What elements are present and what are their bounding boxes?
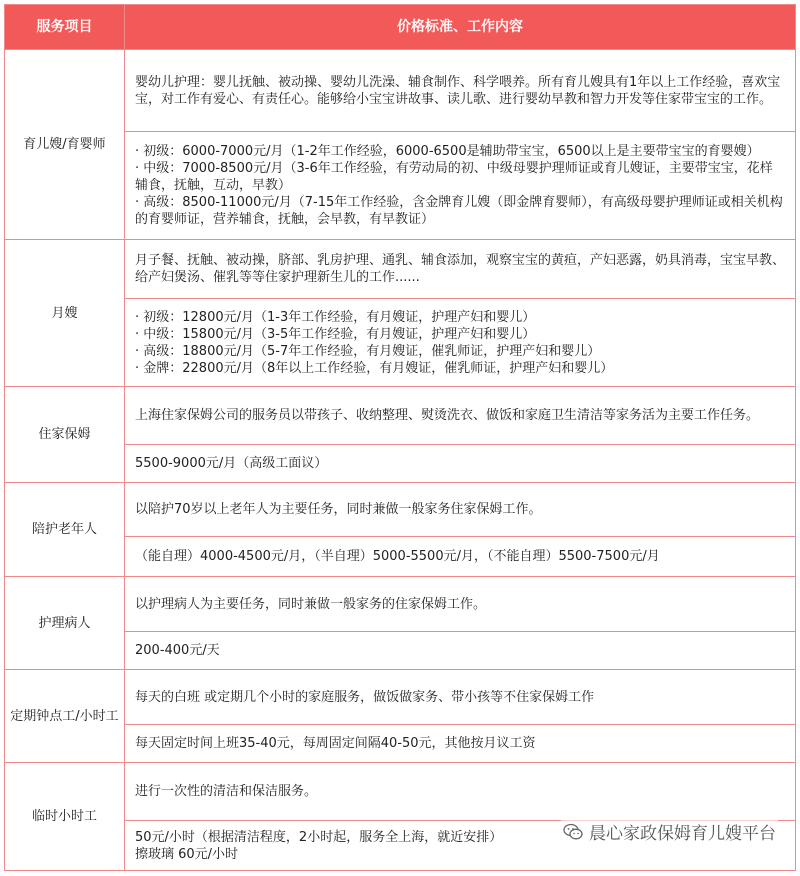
row-price [125, 445, 796, 483]
row-desc [125, 387, 796, 445]
row-desc [125, 483, 796, 537]
header-service: 服务项目 [5, 5, 125, 50]
desc-line: 每天的白班 或定期几个小时的家庭服务，做饭做家务、带小孩等不住家保姆工作 [135, 689, 595, 705]
price-line: · 金牌：22800元/月（8年以上工作经验，有月嫂证，催乳师证，护理产妇和婴儿） [135, 360, 614, 376]
watermark-text: 晨心家政保姆育儿嫂平台 [589, 824, 776, 844]
header-price: 价格标准、工作内容 [125, 5, 796, 50]
price-line: 50元/小时（根据清洁程度，2小时起，服务全上海，就近安排） [135, 829, 503, 845]
desc-line: 上海住家保姆公司的服务员以带孩子、收纳整理、熨烫洗衣、做饭和家庭卫生清洁等家务活为主要工作任务。 [135, 408, 760, 423]
row-category: 临时小时工 [5, 763, 125, 871]
table-row [5, 50, 796, 132]
price-line: · 初级：12800元/月（1-3年工作经验，有月嫂证，护理产妇和婴儿） [135, 309, 536, 325]
watermark [561, 817, 778, 846]
row-desc [125, 577, 796, 632]
row-desc [125, 50, 796, 132]
price-line: 200-400元/天 [135, 643, 220, 658]
row-price [125, 299, 796, 387]
row-category: 住家保姆 [5, 387, 125, 483]
price-table [4, 4, 796, 871]
row-desc [125, 670, 796, 725]
table-row [5, 763, 796, 821]
desc-line: 以陪护70岁以上老年人为主要任务，同时兼做一般家务住家保姆工作。 [135, 502, 542, 517]
price-line: · 高级：8500-11000元/月（7-15年工作经验，含金牌育儿嫂（即金牌育婴师），有高级母婴护理师证或相关机构的育婴师证，营养辅食，抚触，会早教，有早教证） [135, 195, 783, 227]
row-price [125, 132, 796, 240]
row-category: 陪护老年人 [5, 483, 125, 577]
row-desc [125, 240, 796, 299]
row-price [125, 537, 796, 577]
price-line: · 初级：6000-7000元/月（1-2年工作经验，6000-6500是辅助带宝宝，6500以上是主要带宝宝的育婴嫂） [135, 144, 760, 159]
row-desc [125, 763, 796, 821]
row-category: 月嫂 [5, 240, 125, 387]
row-category: 育儿嫂/育婴师 [5, 50, 125, 240]
table-row [5, 577, 796, 632]
desc-line: 以护理病人为主要任务，同时兼做一般家务的住家保姆工作。 [135, 596, 487, 612]
price-line: · 中级：7000-8500元/月（3-6年工作经验，有劳动局的初、中级母婴护理师证或育儿嫂证，主要带宝宝，花样辅食，抚触，互动，早教） [135, 161, 773, 193]
wechat-icon [563, 823, 583, 841]
desc-line: 进行一次性的清洁和保洁服务。 [135, 784, 318, 799]
table-row [5, 483, 796, 537]
row-price [125, 632, 796, 670]
price-line: 5500-9000元/月（高级工面议） [135, 456, 328, 471]
price-line: 擦玻璃 60元/小时 [135, 846, 239, 862]
price-line: · 高级：18800元/月（5-7年工作经验，有月嫂证，催乳师证，护理产妇和婴儿） [135, 343, 601, 359]
row-category: 护理病人 [5, 577, 125, 670]
row-price [125, 725, 796, 763]
price-line: （能自理）4000-4500元/月，（半自理）5000-5500元/月，（不能自理）5500-7500元/月 [135, 549, 660, 564]
table-row [5, 387, 796, 445]
table-row [5, 670, 796, 725]
price-line: · 中级：15800元/月（3-5年工作经验，有月嫂证，护理产妇和婴儿） [135, 326, 536, 342]
row-category: 定期钟点工/小时工 [5, 670, 125, 763]
table-row [5, 240, 796, 299]
desc-line: 月子餐、抚触、被动操，脐部、乳房护理、通乳、辅食添加，观察宝宝的黄疸，产妇恶露，奶具消毒，宝宝早教、给产妇煲汤、催乳等等住家护理新生儿的工作...... [135, 253, 786, 285]
price-line: 每天固定时间上班35-40元，每周固定间隔40-50元，其他按月议工资 [135, 736, 536, 751]
desc-line: 婴幼儿护理：婴儿抚触、被动操、婴幼儿洗澡、辅食制作、科学喂养。所有育儿嫂具有1年以上工作经验，喜欢宝宝，对工作有爱心、有责任心。能够给小宝宝讲故事、读儿歌、进行婴幼早教和智力开发等住家带宝宝的工作。 [135, 74, 781, 107]
table-header [5, 5, 796, 50]
